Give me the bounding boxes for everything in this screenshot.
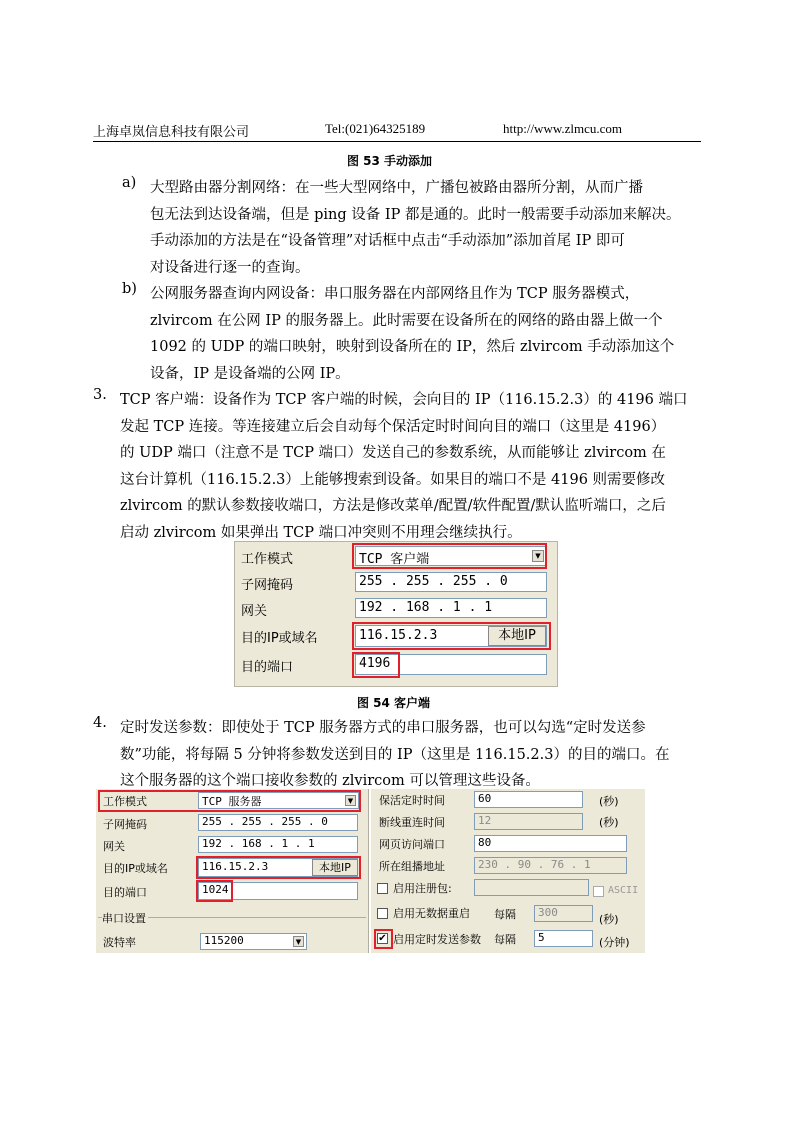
- highlight-dest-ip: [196, 856, 361, 879]
- column-separator: [368, 789, 371, 953]
- local-ip-button[interactable]: 本地IP: [312, 859, 358, 876]
- dest-port-label: 目的端口: [241, 660, 294, 675]
- subnet-label: 子网掩码: [103, 818, 147, 831]
- nodata-unit: (秒): [599, 913, 619, 926]
- work-mode-label: 工作模式: [103, 795, 147, 808]
- item-b-line: 公网服务器查询内网设备：串口服务器在内部网络且作为 TCP 服务器模式，: [150, 286, 640, 302]
- chevron-down-icon[interactable]: ▼: [345, 795, 356, 806]
- nodata-restart-label: 启用无数据重启: [393, 907, 470, 920]
- baud-value: 115200: [204, 934, 244, 947]
- item-3-line: zlvircom 的默认参数接收端口，方法是修改菜单/配置/软件配置/默认监听端口，之后: [120, 498, 666, 514]
- dest-port-value: 4196: [359, 656, 391, 671]
- dest-port-label: 目的端口: [103, 886, 147, 899]
- gateway-input[interactable]: [198, 836, 358, 853]
- timed-send-label: 启用定时发送参数: [393, 933, 481, 946]
- timed-interval-value: 5: [538, 931, 545, 944]
- timed-every-label: 每隔: [494, 933, 516, 946]
- work-mode-label: 工作模式: [241, 552, 294, 567]
- item-a-line: 对设备进行逐一的查询。: [150, 259, 310, 276]
- gateway-value: 192 . 168 . 1 . 1: [202, 837, 315, 850]
- multicast-label: 所在组播地址: [379, 860, 445, 873]
- multicast-value: 230 . 90 . 76 . 1: [478, 858, 591, 871]
- subnet-value: 255 . 255 . 255 . 0: [359, 574, 508, 589]
- web-port-value: 80: [478, 836, 492, 849]
- item-b-line: 设备，IP 是设备端的公网 IP。: [150, 365, 350, 382]
- item-3-line: 这台计算机（116.15.2.3）上能够搜索到设备。如果目的端口不是 4196 则需要修改: [120, 471, 666, 488]
- item-3-line: 的 UDP 端口（注意不是 TCP 端口）发送自己的参数系统，从而能够让 zlvircom 在: [120, 445, 666, 461]
- reconnect-value: 12: [478, 814, 492, 827]
- item-b-line: zlvircom 在公网 IP 的服务器上。此时需要在设备所在的网络的路由器上做一个: [150, 312, 663, 329]
- register-checkbox[interactable]: [377, 883, 388, 894]
- item-b-marker: b): [122, 281, 137, 297]
- reconnect-unit: (秒): [599, 816, 619, 829]
- item-3-text: [120, 387, 701, 546]
- header-company: 上海卓岚信息科技有限公司: [93, 124, 250, 139]
- local-ip-button[interactable]: 本地IP: [488, 626, 546, 646]
- item-a-marker: a): [122, 175, 137, 191]
- highlight-work-mode: [98, 790, 361, 812]
- item-3-line: 发起 TCP 连接。等连接建立后会自动每个保活定时时间向目的端口（这里是 4196）: [120, 418, 666, 435]
- item-4-line: 数”功能，将每隔 5 分钟将参数发送到目的 IP（这里是 116.15.2.3）的目的端口。在: [120, 746, 670, 763]
- register-input[interactable]: [474, 879, 589, 896]
- chevron-down-icon[interactable]: ▼: [532, 550, 544, 562]
- fig53-caption: 图 53 手动添加: [347, 154, 433, 168]
- highlight-work-mode: [352, 543, 547, 569]
- subnet-input[interactable]: [198, 814, 358, 831]
- dest-ip-value: 116.15.2.3: [202, 860, 269, 873]
- highlight-timed-checkbox: [374, 929, 393, 949]
- dest-port-value: 1024: [202, 883, 229, 896]
- ascii-checkbox[interactable]: [593, 886, 604, 897]
- dest-ip-value: 116.15.2.3: [359, 628, 438, 643]
- gateway-label: 网关: [241, 604, 268, 619]
- gateway-value: 192 . 168 . 1 . 1: [359, 600, 493, 615]
- reconnect-input[interactable]: [474, 813, 583, 830]
- item-4-marker: 4.: [93, 715, 107, 731]
- header-divider: [93, 141, 701, 142]
- timed-interval-input[interactable]: [534, 930, 593, 947]
- keepalive-unit: (秒): [599, 795, 619, 808]
- register-label: 启用注册包:: [393, 882, 452, 895]
- nodata-value: 300: [538, 906, 558, 919]
- timed-send-checkbox[interactable]: ✔: [378, 933, 387, 944]
- highlight-dest-ip: [352, 622, 551, 650]
- item-b-line: 1092 的 UDP 的端口映射，映射到设备所在的 IP，然后 zlvircom 手动添加这个: [150, 339, 675, 355]
- work-mode-value: TCP 客户端: [359, 552, 430, 566]
- chevron-down-icon[interactable]: ▼: [293, 936, 304, 947]
- header-tel: Tel:(021)64325189: [325, 121, 426, 136]
- work-mode-value: TCP 服务器: [202, 795, 262, 808]
- web-port-label: 网页访问端口: [379, 838, 445, 851]
- dest-ip-label: 目的IP或域名: [103, 862, 168, 875]
- baud-select[interactable]: [200, 933, 307, 950]
- fig54-dialog: [234, 541, 558, 687]
- item-4-line: 定时发送参数：即使处于 TCP 服务器方式的串口服务器，也可以勾选“定时发送参: [120, 720, 646, 736]
- highlight-dest-port: [196, 880, 233, 902]
- subnet-label: 子网掩码: [241, 578, 294, 593]
- fig54-caption: 图 54 客户端: [357, 696, 431, 710]
- item-a-text: [150, 175, 701, 281]
- keepalive-label: 保活定时时间: [379, 794, 445, 807]
- gateway-input[interactable]: [355, 598, 547, 618]
- subnet-input[interactable]: [355, 572, 547, 592]
- item-4-line: 这个服务器的这个端口接收参数的 zlvircom 可以管理这些设备。: [120, 773, 540, 789]
- timed-unit: (分钟): [599, 936, 630, 949]
- reconnect-label: 断线重连时间: [379, 816, 445, 829]
- nodata-input[interactable]: [534, 905, 593, 922]
- item-a-line: 包无法到达设备端，但是 ping 设备 IP 都是通的。此时一般需要手动添加来解决。: [150, 206, 681, 223]
- keepalive-input[interactable]: [474, 791, 583, 808]
- subnet-value: 255 . 255 . 255 . 0: [202, 815, 328, 828]
- item-b-text: [150, 281, 701, 387]
- nodata-every-label: 每隔: [494, 908, 516, 921]
- header-url: http://www.zlmcu.com: [503, 121, 623, 136]
- ascii-label: ASCII: [608, 885, 639, 896]
- gateway-label: 网关: [103, 840, 125, 853]
- serial-group-title: 串口设置: [102, 912, 146, 925]
- dest-ip-label: 目的IP或域名: [241, 631, 318, 646]
- item-a-line: 手动添加的方法是在“设备管理”对话框中点击“手动添加”添加首尾 IP 即可: [150, 233, 625, 249]
- nodata-restart-checkbox[interactable]: [377, 908, 388, 919]
- item-3-marker: 3.: [93, 387, 107, 403]
- baud-label: 波特率: [103, 936, 136, 949]
- keepalive-value: 60: [478, 792, 492, 805]
- item-4-text: [120, 715, 701, 795]
- fig55-dialog: [96, 789, 645, 953]
- multicast-input[interactable]: [474, 857, 627, 874]
- item-3-line: 启动 zlvircom 如果弹出 TCP 端口冲突则不用理会继续执行。: [120, 524, 522, 541]
- item-a-line: 大型路由器分割网络：在一些大型网络中，广播包被路由器所分割，从而广播: [150, 180, 643, 196]
- item-3-line: TCP 客户端：设备作为 TCP 客户端的时候，会向目的 IP（116.15.2.3）的 4196 端口: [120, 392, 688, 408]
- web-port-input[interactable]: [474, 835, 627, 852]
- highlight-dest-port: [352, 652, 400, 678]
